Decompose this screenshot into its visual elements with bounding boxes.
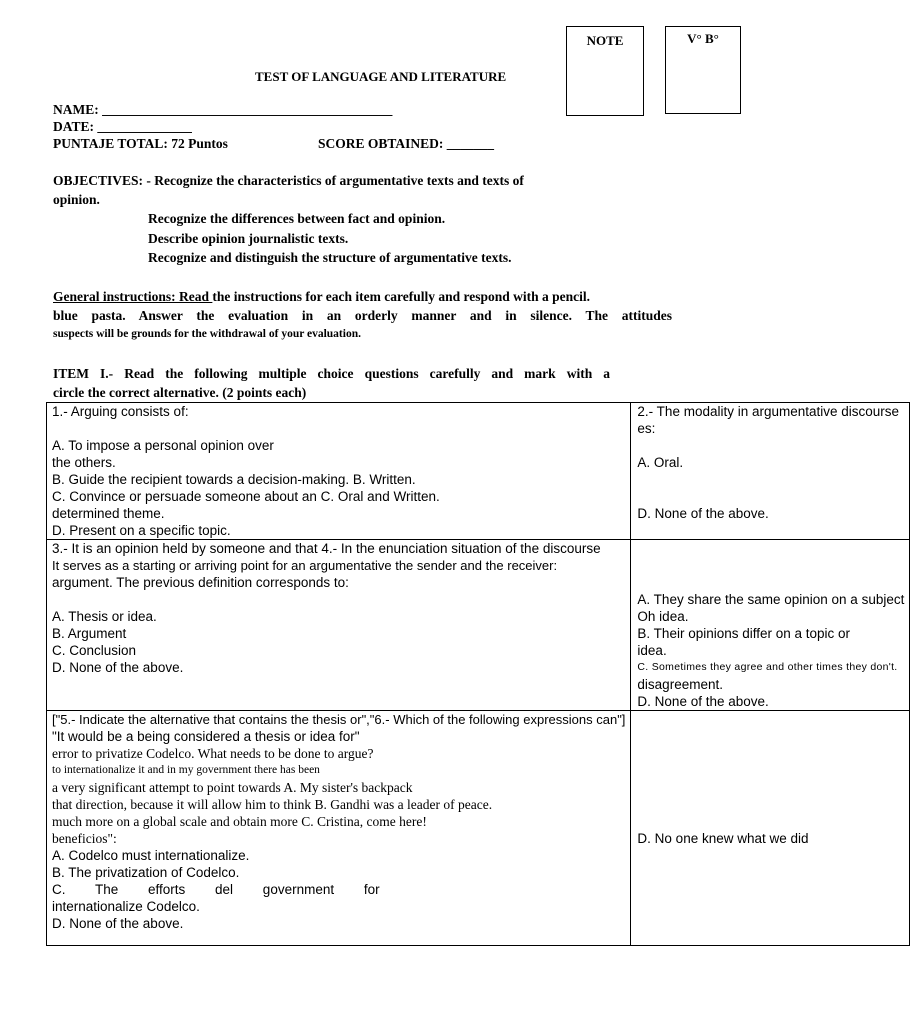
objective-item: Recognize and distinguish the structure of argumentative texts. (148, 250, 512, 265)
question-5-stem: ["5.- Indicate the alternative that contains the thesis or","6.- Which of the following expressions can"] (52, 712, 626, 727)
question-3-stem-end: argument. The previous definition corresponds to: (52, 575, 349, 590)
instructions-line2: blue pasta. Answer the evaluation in an orderly manner and in silence. The attitudes (53, 308, 672, 323)
question-5-text: error to privatize Codelco. What needs to be done to argue? (52, 746, 374, 761)
objective-item: Describe opinion journalistic texts. (148, 231, 349, 246)
question-4-cell (631, 540, 910, 711)
option-d: D. None of the above. (637, 506, 769, 521)
question-5-text: a very significant attempt to point towards A. My sister's backpack (52, 780, 413, 795)
total-points: PUNTAJE TOTAL: 72 Puntos (53, 136, 228, 151)
grade-label: V° B° (687, 31, 719, 46)
note-box (566, 26, 644, 116)
objective-item: Recognize the differences between fact and opinion. (148, 211, 446, 226)
option-c: C. The efforts del government for (52, 882, 380, 897)
question-2-stem-cont: es: (637, 421, 656, 436)
instructions-line1 (53, 288, 590, 305)
option-a: A. Oral. (637, 455, 684, 470)
option-d: D. None of the above. (637, 694, 769, 709)
option-a: A. Codelco must internationalize. (52, 848, 250, 863)
questions-table (46, 402, 910, 946)
objectives-line1: OBJECTIVES: - Recognize the characteristics of argumentative texts and texts of (53, 173, 524, 188)
question-5-text: that direction, because it will allow him to think B. Gandhi was a leader of peace. (52, 797, 493, 812)
page-title: TEST OF LANGUAGE AND LITERATURE (255, 69, 507, 84)
question-3-cell (47, 540, 631, 711)
name-field: NAME: ___________________________________________ (53, 102, 393, 117)
option-d: D. No one knew what we did (637, 831, 809, 846)
question-2-stem: 2.- The modality in argumentative discourse (637, 404, 900, 419)
grade-box (665, 26, 741, 114)
question-3-stem: 3.- It is an opinion held by someone and that 4.- In the enunciation situation of the discourse (52, 541, 601, 556)
question-5-text: to internationalize it and in my government there has been (52, 764, 320, 776)
item-heading-line1: ITEM I.- Read the following multiple choice questions carefully and mark with a (53, 366, 610, 381)
question-5-text: beneficios": (52, 831, 117, 846)
question-2-cell (631, 403, 910, 540)
option-a: A. To impose a personal opinion over (52, 438, 274, 453)
note-label: NOTE (586, 33, 624, 48)
objectives-line2: opinion. (53, 192, 100, 207)
score-field: SCORE OBTAINED: _______ (318, 136, 495, 151)
question-1-cell (47, 403, 631, 540)
option-c: C. Sometimes they agree and other times they don't. (637, 661, 898, 673)
option-b-cont: idea. (637, 643, 667, 658)
option-a: A. They share the same opinion on a subject (637, 592, 905, 607)
item-heading-line2: circle the correct alternative. (2 points each) (53, 385, 307, 400)
option-d: D. None of the above. (52, 660, 184, 675)
instructions-text: the instructions for each item carefully and respond with a pencil. (212, 289, 590, 304)
question-6-cell (631, 711, 910, 946)
question-5-quote: "It would be a being considered a thesis or idea for" (52, 729, 360, 744)
option-b: B. The privatization of Codelco. (52, 865, 240, 880)
option-a-cont: the others. (52, 455, 116, 470)
option-a-cont: Oh idea. (637, 609, 689, 624)
option-b: B. Argument (52, 626, 127, 641)
option-c: C. Conclusion (52, 643, 137, 658)
option-b: B. Guide the recipient towards a decision-making. B. Written. (52, 472, 416, 487)
option-c-cont: determined theme. (52, 506, 165, 521)
question-1-stem: 1.- Arguing consists of: (52, 404, 189, 419)
option-b: B. Their opinions differ on a topic or (637, 626, 851, 641)
question-5-text: much more on a global scale and obtain more C. Cristina, come here! (52, 814, 427, 829)
question-5-cell (47, 711, 631, 946)
option-d: D. Present on a specific topic. (52, 523, 231, 538)
option-d: D. None of the above. (52, 916, 184, 931)
option-c-cont: internationalize Codelco. (52, 899, 200, 914)
option-c-cont: disagreement. (637, 677, 723, 692)
date-field: DATE: ______________ (53, 119, 192, 134)
instructions-heading: General instructions: Read (53, 289, 213, 304)
option-c: C. Convince or persuade someone about an C. Oral and Written. (52, 489, 440, 504)
question-3-stem-cont: It serves as a starting or arriving point for an argumentative the sender and the receiver: (52, 558, 558, 573)
option-a: A. Thesis or idea. (52, 609, 157, 624)
instructions-line3: suspects will be grounds for the withdrawal of your evaluation. (53, 328, 361, 340)
